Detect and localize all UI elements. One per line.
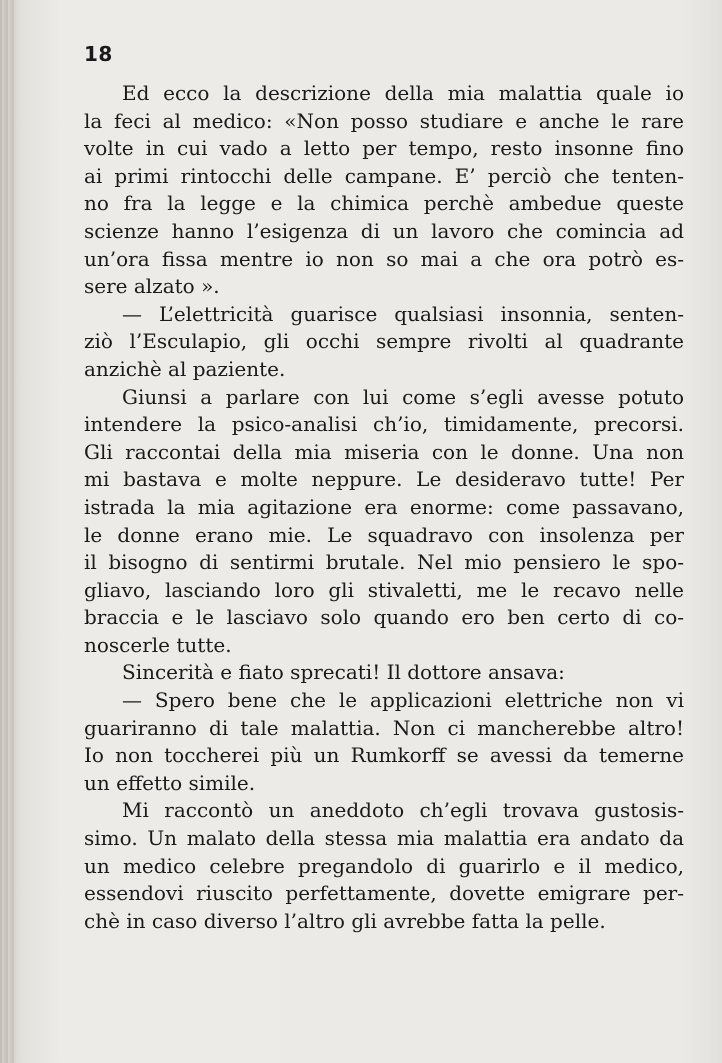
text-line: no fra la legge e la chimica perchè ambedue queste [84, 191, 684, 216]
text-line: Mi raccontò un aneddoto ch’egli trovava gustosis- [122, 798, 684, 823]
text-line: noscerle tutte. [84, 632, 232, 657]
text-line: un’ora fissa mentre io non so mai a che ora potrò es- [84, 246, 684, 271]
text-line: anzichè al paziente. [84, 356, 286, 381]
text-line: ai primi rintocchi delle campane. E’ perciò che tenten- [84, 163, 684, 188]
text-line: Io non toccherei più un Rumkorff se avessi da temerne [84, 743, 684, 768]
text-line: Ed ecco la descrizione della mia malattia quale io [122, 81, 684, 105]
text-line: — L’elettricità guarisce qualsiasi insonnia, senten- [122, 301, 684, 326]
text-line: — Spero bene che le applicazioni elettriche non vi [122, 688, 684, 713]
text-line: istrada la mia agitazione era enorme: come passavano, [84, 494, 684, 519]
text-line: il bisogno di sentirmi brutale. Nel mio pensiero le spo- [84, 550, 684, 575]
text-line: Gli raccontai della mia miseria con le donne. Una non [84, 439, 684, 464]
text-line: braccia e le lasciavo solo quando ero ben certo di co- [84, 605, 684, 630]
body-text [84, 80, 684, 935]
text-line: ziò l’Esculapio, gli occhi sempre rivolti al quadrante [84, 329, 684, 354]
text-line: essendovi riuscito perfettamente, dovette emigrare per- [84, 881, 684, 906]
text-line: Sincerità e fiato sprecati! Il dottore ansava: [122, 660, 565, 685]
text-line: sere alzato ». [84, 274, 220, 299]
text-line: un effetto simile. [84, 770, 256, 795]
text-line: Giunsi a parlare con lui come s’egli avesse potuto [122, 384, 684, 409]
text-line: guariranno di tale malattia. Non ci mancherebbe altro! [84, 715, 684, 740]
text-line: volte in cui vado a letto per tempo, resto insonne fino [84, 136, 684, 161]
text-line: chè in caso diverso l’altro gli avrebbe fatta la pelle. [84, 908, 606, 933]
text-line: simo. Un malato della stessa mia malattia era andato da [84, 826, 684, 851]
text-line: gliavo, lasciando loro gli stivaletti, me le recavo nelle [84, 577, 684, 602]
text-line: le donne erano mie. Le squadravo con insolenza per [84, 522, 684, 547]
text-line: un medico celebre pregandolo di guarirlo e il medico, [84, 853, 684, 878]
text-line: mi bastava e molte neppure. Le desideravo tutte! Per [84, 467, 684, 492]
page-number: 18 [84, 42, 113, 66]
text-line: la feci al medico: «Non posso studiare e anche le rare [84, 108, 684, 133]
page-gutter [0, 0, 16, 1063]
text-line: scienze hanno l’esigenza di un lavoro che comincia ad [84, 218, 684, 243]
text-line: intendere la psico-analisi ch’io, timidamente, precorsi. [84, 412, 684, 437]
